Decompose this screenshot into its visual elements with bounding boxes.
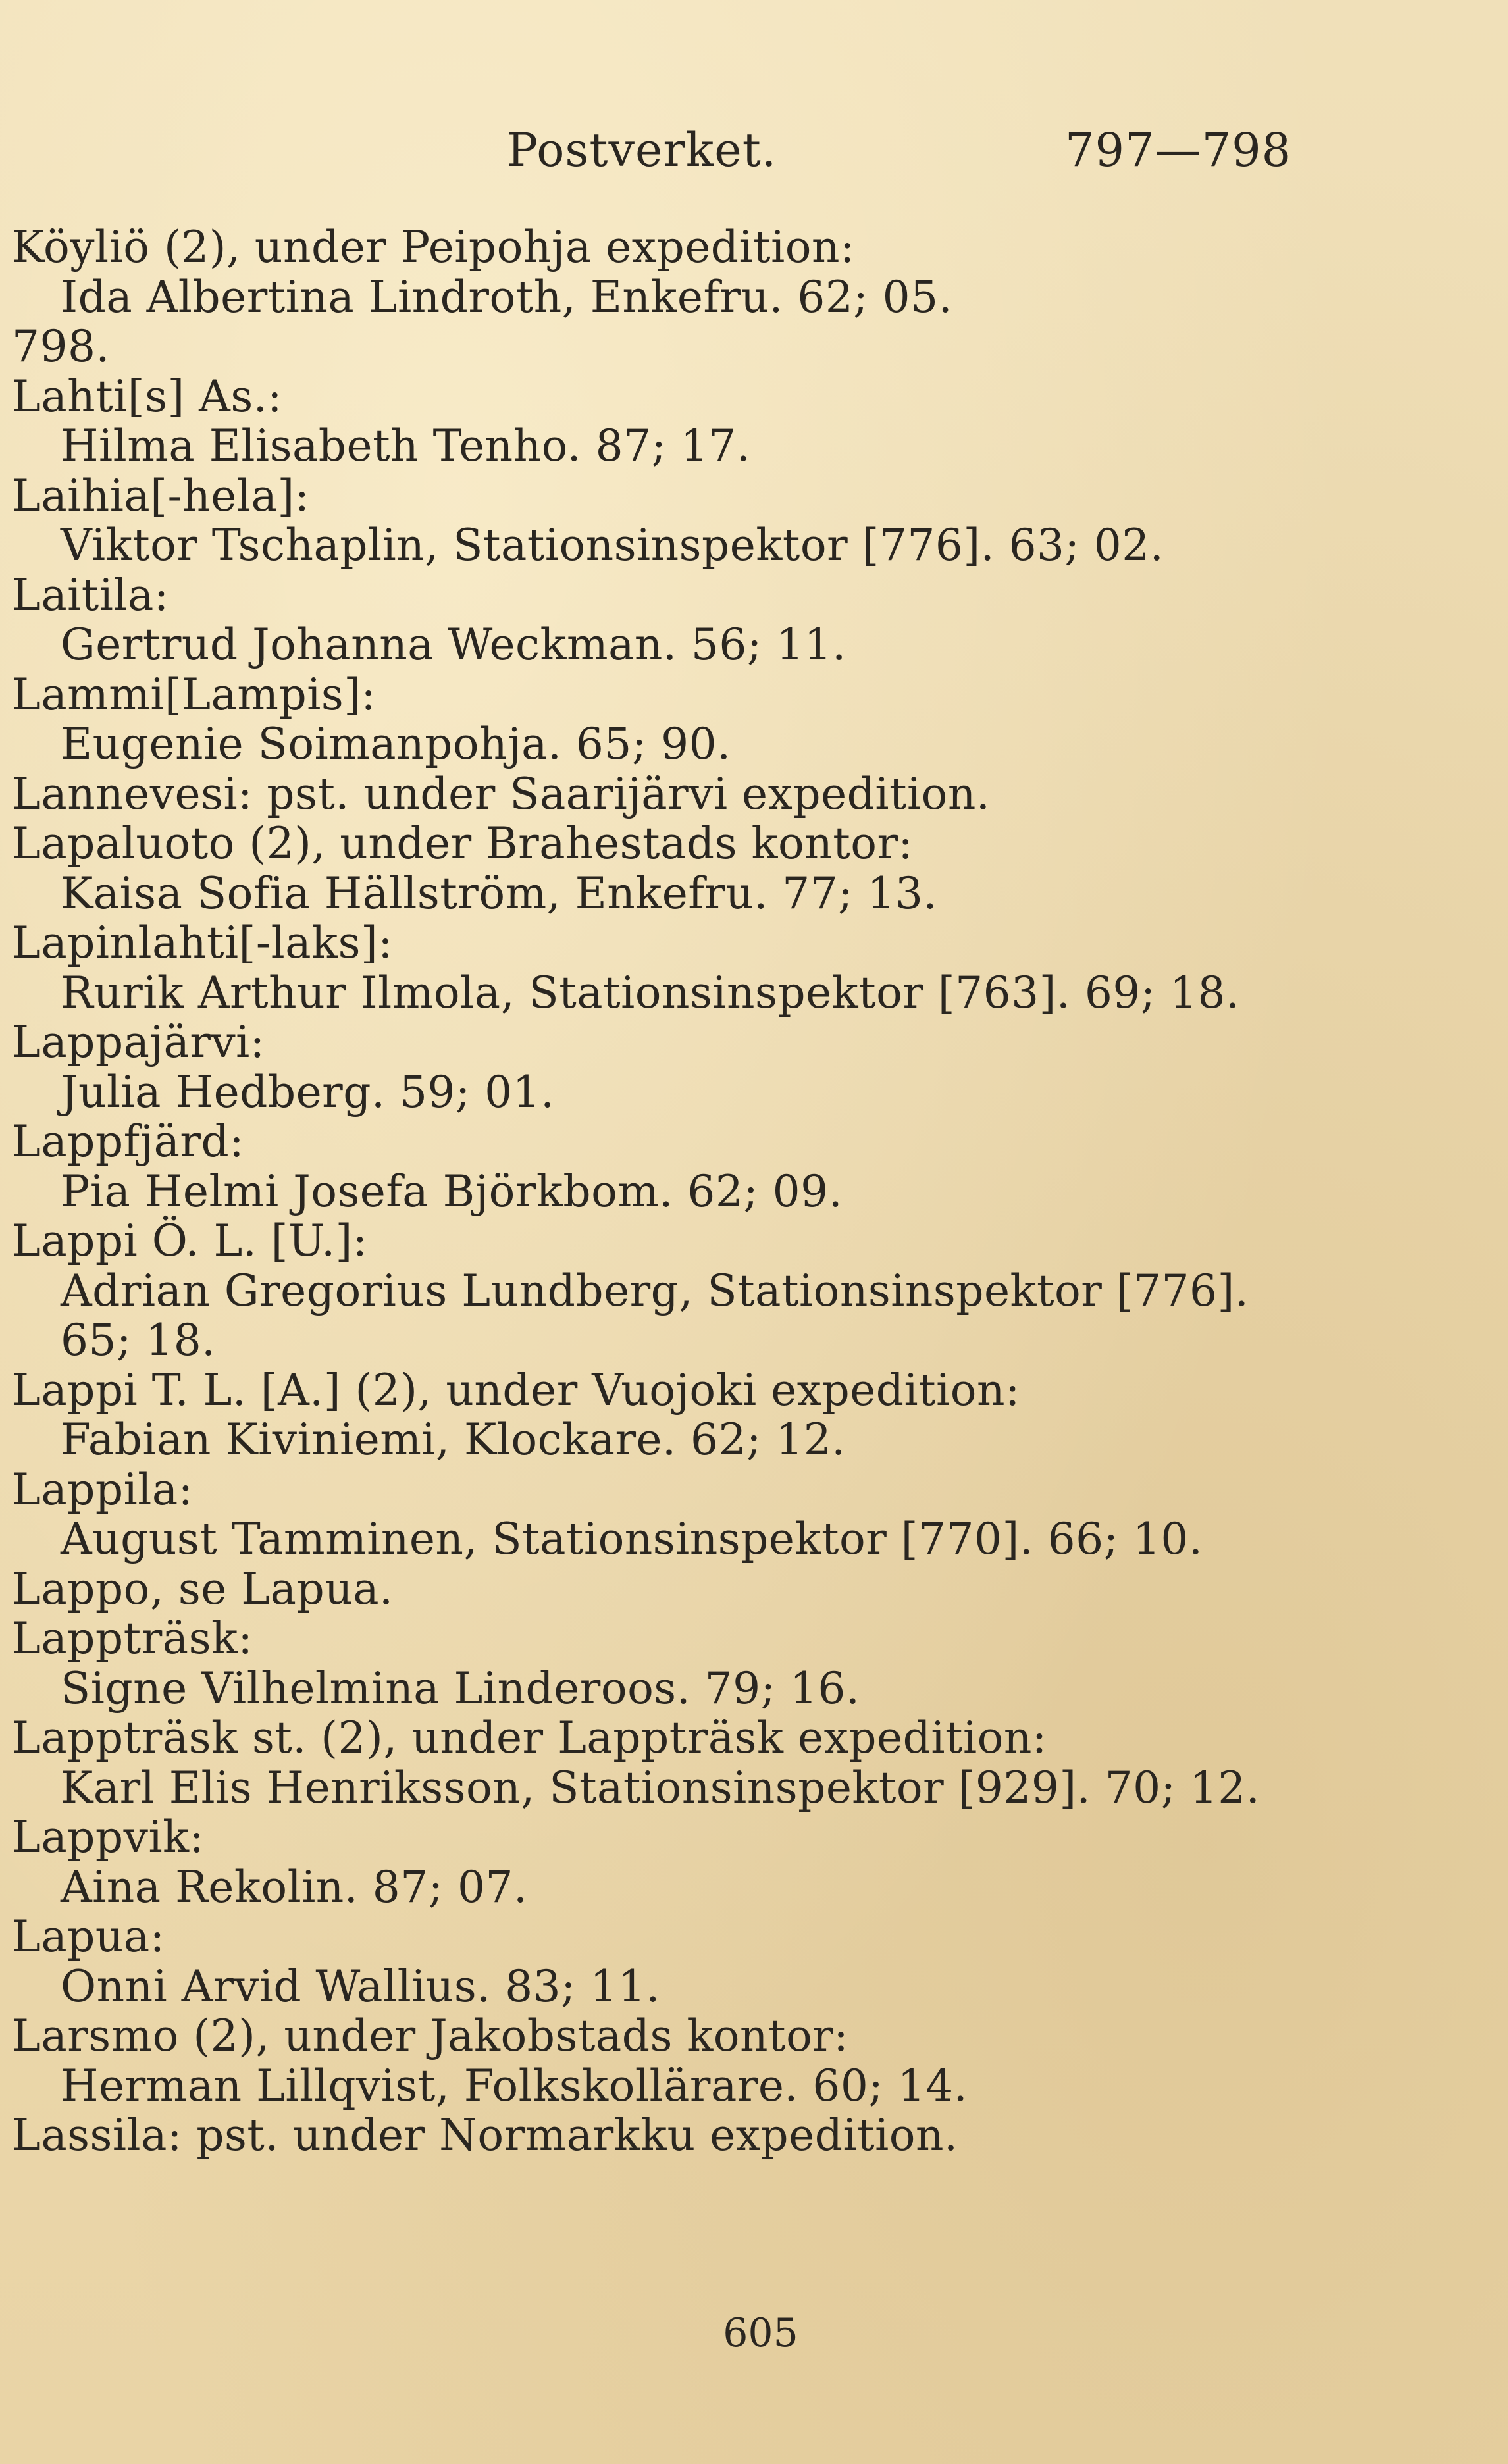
entry-heading-line: Lahti[s] As.: — [12, 371, 282, 422]
entry-detail-line: 65; 18. — [61, 1315, 216, 1366]
entry-heading-line: Lapua: — [12, 1911, 165, 1962]
entry-heading-line: Lappi Ö. L. [U.]: — [12, 1216, 368, 1266]
entry-heading-line: Lapinlahti[-laks]: — [12, 917, 393, 968]
entry-heading-line: Lannevesi: pst. under Saarijärvi expedition. — [12, 768, 991, 819]
entry-heading-line: Lappvik: — [12, 1812, 205, 1862]
entry-heading-line: Larsmo (2), under Jakobstads kontor: — [12, 2011, 849, 2061]
entry-heading-line: Lapaluoto (2), under Brahestads kontor: — [12, 818, 914, 869]
running-header — [0, 117, 1508, 183]
entry-detail-line: Herman Lillqvist, Folkskollärare. 60; 14. — [61, 2060, 968, 2111]
entry-heading-line: Laitila: — [12, 569, 169, 621]
entry-detail-line: Signe Vilhelmina Linderoos. 79; 16. — [61, 1662, 860, 1714]
page-number: 605 — [723, 2310, 798, 2356]
entry-detail-line: Rurik Arthur Ilmola, Stationsinspektor [763]. 69; 18. — [61, 967, 1240, 1018]
entry-detail-line: August Tamminen, Stationsinspektor [770]. 66; 10. — [61, 1514, 1203, 1564]
entry-detail-line: Viktor Tschaplin, Stationsinspektor [776]. 63; 02. — [61, 520, 1164, 571]
header-page-range: 797—798 — [1065, 123, 1292, 177]
entry-detail-line: Julia Hedberg. 59; 01. — [61, 1066, 555, 1117]
entry-detail-line: Kaisa Sofia Hällström, Enkefru. 77; 13. — [61, 867, 937, 919]
entry-heading-line: Lappila: — [12, 1464, 194, 1515]
entry-detail-line: Pia Helmi Josefa Björkbom. 62; 09. — [61, 1166, 843, 1217]
entry-heading-line: Lappfjärd: — [12, 1116, 244, 1167]
entry-heading-line: Köyliö (2), under Peipohja expedition: — [12, 222, 855, 272]
entry-detail-line: Gertrud Johanna Weckman. 56; 11. — [61, 619, 846, 670]
entry-heading-line: Lappträsk st. (2), under Lappträsk expedition: — [12, 1712, 1047, 1763]
entry-detail-line: Eugenie Soimanpohja. 65; 90. — [61, 719, 731, 769]
entry-heading-line: Lappträsk: — [12, 1613, 253, 1664]
entry-detail-line: Adrian Gregorius Lundberg, Stationsinspektor [776]. — [61, 1265, 1249, 1316]
header-title: Postverket. — [507, 123, 777, 177]
entry-detail-line: Hilma Elisabeth Tenho. 87; 17. — [61, 421, 751, 471]
entry-detail-line: Aina Rekolin. 87; 07. — [61, 1861, 528, 1912]
entry-detail-line: Ida Albertina Lindroth, Enkefru. 62; 05. — [61, 271, 953, 322]
entry-heading-line: 798. — [12, 321, 110, 372]
entry-detail-line: Fabian Kiviniemi, Klockare. 62; 12. — [61, 1414, 846, 1465]
entry-heading-line: Lappo, se Lapua. — [12, 1563, 394, 1614]
entry-detail-line: Karl Elis Henriksson, Stationsinspektor [929]. 70; 12. — [61, 1762, 1261, 1813]
entry-heading-line: Lassila: pst. under Normarkku expedition. — [12, 2110, 958, 2161]
directory-entries — [12, 222, 1486, 2161]
entry-heading-line: Lappajärvi: — [12, 1017, 265, 1067]
entry-detail-line: Onni Arvid Wallius. 83; 11. — [61, 1961, 660, 2012]
entry-heading-line: Lammi[Lampis]: — [12, 669, 377, 720]
entry-heading-line: Laihia[-hela]: — [12, 470, 310, 521]
entry-heading-line: Lappi T. L. [A.] (2), under Vuojoki expedition: — [12, 1364, 1020, 1416]
